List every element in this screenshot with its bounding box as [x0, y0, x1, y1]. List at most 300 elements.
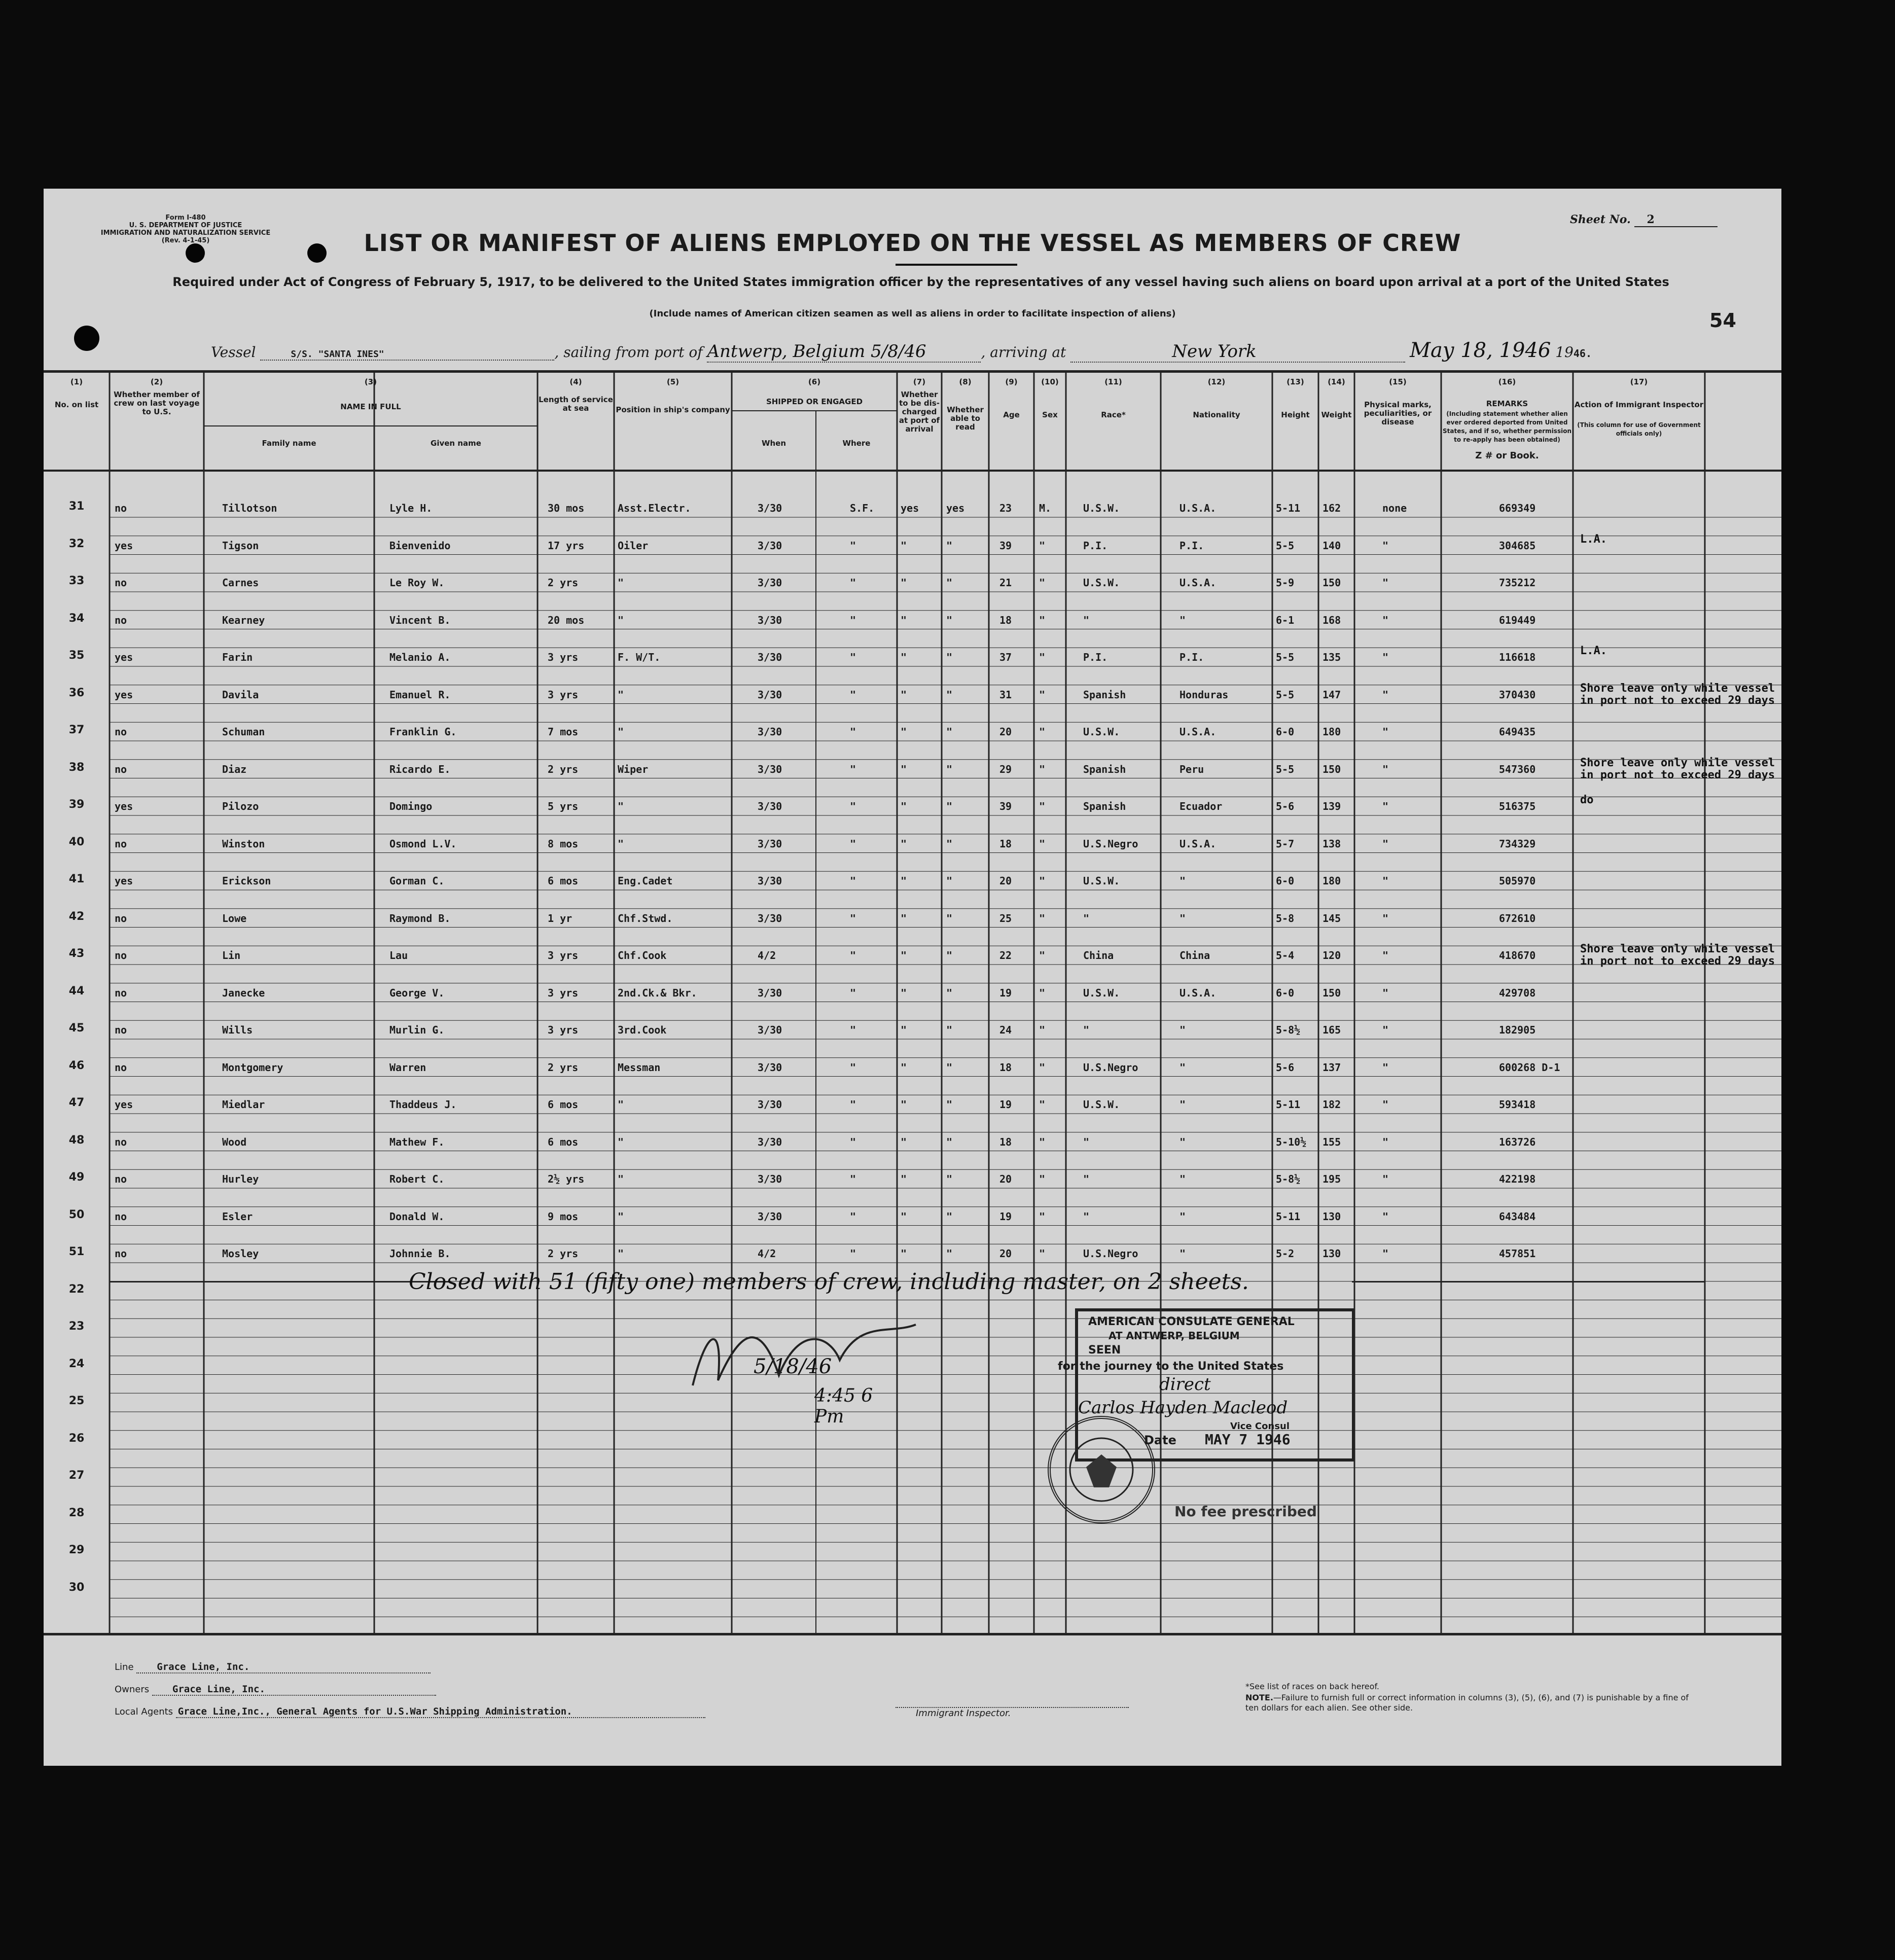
cell-position: "	[618, 688, 624, 701]
row-number: 35	[68, 649, 85, 662]
cell-height: 5-4	[1276, 949, 1295, 961]
cell-discharged: "	[901, 539, 907, 552]
cell-position: 3rd.Cook	[618, 1024, 667, 1036]
cell-where: "	[850, 614, 856, 626]
cell-action: Shore leave only while vessel in port not to exceed 29 days	[1580, 756, 1775, 781]
vessel-line	[211, 339, 1592, 363]
cell-position: Messman	[618, 1061, 661, 1074]
cell-discharged: "	[901, 614, 907, 626]
cell-remarks: 669349	[1499, 502, 1536, 514]
cell-remarks: 643484	[1499, 1210, 1536, 1223]
cell-race: "	[1083, 1135, 1090, 1148]
cell-nationality: Ecuador	[1179, 800, 1223, 812]
header-action: Action of Immigrant Inspector	[1574, 400, 1704, 409]
cell-marks: "	[1382, 837, 1389, 850]
cell-family: Wills	[222, 1024, 253, 1036]
cell-position: 2nd.Ck.& Bkr.	[618, 986, 697, 999]
cell-where: "	[850, 837, 856, 850]
cell-read: "	[946, 1098, 953, 1111]
cell-nationality: "	[1179, 1135, 1186, 1148]
sailing-label: , sailing from port of	[554, 344, 703, 361]
cell-read: yes	[946, 502, 965, 514]
cell-age: 37	[999, 651, 1012, 663]
cell-read: "	[946, 837, 953, 850]
cell-remarks: 505970	[1499, 875, 1536, 887]
cell-action: L.A.	[1580, 532, 1607, 546]
arriving-port: New York	[1070, 341, 1405, 363]
cell-nationality: "	[1179, 1248, 1186, 1260]
cell-height: 5-11	[1276, 1210, 1301, 1223]
cell-sex: "	[1039, 986, 1046, 999]
cell-family: Erickson	[222, 875, 271, 887]
column-number: (3)	[364, 377, 377, 386]
cell-remarks: 734329	[1499, 837, 1536, 850]
cell-position: Oiler	[618, 539, 649, 552]
cell-where: "	[850, 912, 856, 924]
cell-remarks: 516375	[1499, 800, 1536, 812]
cell-where: "	[850, 651, 856, 663]
empty-row-number: 22	[68, 1282, 85, 1296]
cell-position: Asst.Electr.	[618, 502, 691, 514]
cell-position: "	[618, 837, 624, 850]
cell-height: 5-2	[1276, 1248, 1295, 1260]
cell-read: "	[946, 1248, 953, 1260]
cell-weight: 155	[1322, 1135, 1341, 1148]
cell-marks: "	[1382, 577, 1389, 589]
cell-when: 3/30	[758, 577, 782, 589]
row-number: 51	[68, 1245, 85, 1258]
cell-where: S.F.	[850, 502, 875, 514]
cell-age: 20	[999, 726, 1012, 738]
cell-member: no	[115, 614, 127, 626]
cell-height: 6-0	[1276, 875, 1295, 887]
cell-when: 3/30	[758, 912, 782, 924]
cell-family: Carnes	[222, 577, 259, 589]
cell-sex: "	[1039, 577, 1046, 589]
cell-discharged: "	[901, 651, 907, 663]
cell-service: 3 yrs	[548, 986, 579, 999]
sheet-number-label: Sheet No.	[1570, 213, 1631, 226]
cell-age: 18	[999, 614, 1012, 626]
header-shipped-engaged: SHIPPED OR ENGAGED	[766, 397, 863, 406]
cell-height: 5-11	[1276, 1098, 1301, 1111]
note-text: —Failure to furnish full or correct information in columns (3), (5), (6), and (7) is punishable by a fine of ten dollars for each alien. See other side.	[1245, 1693, 1689, 1713]
owners-value: Grace Line, Inc.	[152, 1684, 436, 1696]
cell-discharged: "	[901, 1135, 907, 1148]
cell-remarks: 735212	[1499, 577, 1536, 589]
empty-row-number: 28	[68, 1506, 85, 1519]
cell-remarks: 619449	[1499, 614, 1536, 626]
row-number: 48	[68, 1133, 85, 1147]
cell-age: 18	[999, 1135, 1012, 1148]
cell-weight: 165	[1322, 1024, 1341, 1036]
cell-read: "	[946, 986, 953, 999]
cell-remarks: 649435	[1499, 726, 1536, 738]
column-number: (16)	[1498, 377, 1516, 386]
header-when: When	[761, 439, 786, 448]
cell-read: "	[946, 912, 953, 924]
cell-sex: "	[1039, 763, 1046, 775]
owners-label: Owners	[115, 1684, 150, 1695]
cell-weight: 135	[1322, 651, 1341, 663]
header-remarks-sub: (Including statement whether alien ever ordered deported from United States, and if so, whether permission to re-apply has been obtained)	[1442, 410, 1571, 443]
cell-family: Davila	[222, 688, 259, 701]
row-number: 32	[68, 537, 85, 550]
cell-when: 4/2	[758, 1248, 776, 1260]
header-age: Age	[1003, 410, 1020, 419]
page-title: LIST OR MANIFEST OF ALIENS EMPLOYED ON THE VESSEL AS MEMBERS OF CREW	[364, 229, 1461, 257]
cell-family: Schuman	[222, 726, 265, 738]
cell-race: "	[1083, 1024, 1090, 1036]
cell-service: 17 yrs	[548, 539, 585, 552]
cell-marks: "	[1382, 1098, 1389, 1111]
cell-where: "	[850, 577, 856, 589]
cell-service: 1 yr	[548, 912, 573, 924]
cell-given: Bienvenido	[389, 539, 451, 552]
cell-nationality: "	[1179, 614, 1186, 626]
cell-age: 20	[999, 1173, 1012, 1185]
row-number: 40	[68, 835, 85, 848]
cell-age: 25	[999, 912, 1012, 924]
cell-nationality: P.I.	[1179, 651, 1204, 663]
row-number: 31	[68, 500, 85, 513]
cell-family: Hurley	[222, 1173, 259, 1185]
cell-weight: 147	[1322, 688, 1341, 701]
form-number: Form I-480	[165, 214, 206, 222]
cell-nationality: "	[1179, 1098, 1186, 1111]
row-number: 41	[68, 873, 85, 885]
header-member-last-voyage: Whether member of crew on last voyage to U.S.	[114, 390, 200, 416]
cell-where: "	[850, 1024, 856, 1036]
cell-discharged: "	[901, 912, 907, 924]
cell-marks: "	[1382, 986, 1389, 999]
cell-family: Wood	[222, 1135, 247, 1148]
header-nationality: Nationality	[1193, 410, 1240, 419]
cell-age: 18	[999, 837, 1012, 850]
row-number: 42	[68, 910, 85, 923]
cell-position: Eng.Cadet	[618, 875, 673, 887]
cell-age: 19	[999, 986, 1012, 999]
cell-position: "	[618, 577, 624, 589]
vessel-name: S/S. "SANTA INES"	[260, 349, 554, 361]
requirement-text: Required under Act of Congress of February 5, 1917, to be delivered to the United States immigration officer by the representatives of any vessel having such aliens on board upon arrival at a port of the United States	[172, 275, 1669, 289]
header-race: Race*	[1101, 410, 1126, 419]
cell-given: Johnnie B.	[389, 1248, 451, 1260]
cell-nationality: U.S.A.	[1179, 577, 1217, 589]
cell-where: "	[850, 1248, 856, 1260]
column-number: (17)	[1630, 377, 1648, 386]
cell-member: no	[115, 1024, 127, 1036]
cell-when: 3/30	[758, 502, 782, 514]
punch-hole	[74, 326, 99, 351]
cell-member: yes	[115, 875, 133, 887]
cell-read: "	[946, 763, 953, 775]
cell-marks: "	[1382, 1061, 1389, 1074]
cell-member: no	[115, 577, 127, 589]
cell-member: no	[115, 837, 127, 850]
cell-where: "	[850, 1061, 856, 1074]
cell-marks: "	[1382, 539, 1389, 552]
cell-position: "	[618, 1135, 624, 1148]
cell-weight: 180	[1322, 726, 1341, 738]
cell-position: "	[618, 726, 624, 738]
cell-service: 5 yrs	[548, 800, 579, 812]
empty-row-number: 23	[68, 1320, 85, 1333]
cell-height: 5-8	[1276, 912, 1295, 924]
cell-race: U.S.W.	[1083, 986, 1120, 999]
cell-race: U.S.Negro	[1083, 1061, 1138, 1074]
cell-where: "	[850, 1135, 856, 1148]
cell-when: 4/2	[758, 949, 776, 961]
header-weight: Weight	[1321, 410, 1352, 419]
cell-race: U.S.Negro	[1083, 837, 1138, 850]
cell-height: 5-6	[1276, 800, 1295, 812]
cell-height: 5-5	[1276, 539, 1295, 552]
stamp-date-label: Date	[1144, 1433, 1176, 1447]
cell-when: 3/30	[758, 726, 782, 738]
column-number: (14)	[1328, 377, 1345, 386]
cell-age: 22	[999, 949, 1012, 961]
empty-row-number: 30	[68, 1581, 85, 1594]
cell-marks: "	[1382, 1024, 1389, 1036]
cell-service: 2 yrs	[548, 1248, 579, 1260]
cell-position: Chf.Cook	[618, 949, 667, 961]
cell-when: 3/30	[758, 539, 782, 552]
cell-remarks: 429708	[1499, 986, 1536, 999]
cell-race: U.S.W.	[1083, 1098, 1120, 1111]
note-label: NOTE.	[1245, 1693, 1273, 1702]
cell-marks: "	[1382, 763, 1389, 775]
cell-member: no	[115, 726, 127, 738]
cell-member: no	[115, 1248, 127, 1260]
cell-remarks: 182905	[1499, 1024, 1536, 1036]
cell-member: no	[115, 912, 127, 924]
cell-position: F. W/T.	[618, 651, 661, 663]
cell-remarks: 163726	[1499, 1135, 1536, 1148]
cell-discharged: "	[901, 726, 907, 738]
cell-read: "	[946, 539, 953, 552]
cell-sex: "	[1039, 800, 1046, 812]
cell-remarks: 672610	[1499, 912, 1536, 924]
cell-read: "	[946, 1061, 953, 1074]
column-number: (13)	[1286, 377, 1304, 386]
cell-weight: 137	[1322, 1061, 1341, 1074]
cell-family: Diaz	[222, 763, 247, 775]
header-action-sub: (This column for use of Government officials only)	[1577, 421, 1701, 437]
cell-nationality: "	[1179, 912, 1186, 924]
cell-when: 3/30	[758, 800, 782, 812]
empty-row-number: 29	[68, 1544, 85, 1556]
column-number: (2)	[150, 377, 163, 386]
cell-marks: "	[1382, 1210, 1389, 1223]
cell-where: "	[850, 949, 856, 961]
cell-read: "	[946, 1135, 953, 1148]
cell-read: "	[946, 688, 953, 701]
cell-read: "	[946, 726, 953, 738]
cell-read: "	[946, 800, 953, 812]
include-note: (Include names of American citizen seamen as well as aliens in order to facilitate inspection of aliens)	[649, 308, 1176, 319]
cell-when: 3/30	[758, 1173, 782, 1185]
cell-weight: 139	[1322, 800, 1341, 812]
cell-remarks: 600268 D-1	[1499, 1061, 1560, 1074]
cell-discharged: "	[901, 1173, 907, 1185]
department-name: U. S. DEPARTMENT OF JUSTICE	[129, 222, 242, 229]
cell-family: Pilozo	[222, 800, 259, 812]
cell-when: 3/30	[758, 875, 782, 887]
cell-given: Domingo	[389, 800, 433, 812]
stamp-route: direct	[1159, 1374, 1211, 1395]
cell-family: Tigson	[222, 539, 259, 552]
crew-table	[44, 370, 1781, 1635]
cell-remarks: 457851	[1499, 1248, 1536, 1260]
consul-title: Vice Consul	[1230, 1421, 1290, 1432]
cell-remarks: 418670	[1499, 949, 1536, 961]
cell-weight: 120	[1322, 949, 1341, 961]
cell-service: 9 mos	[548, 1210, 579, 1223]
cell-race: U.S.W.	[1083, 502, 1120, 514]
cell-position: "	[618, 614, 624, 626]
cell-height: 6-1	[1276, 614, 1295, 626]
arrival-date-handwritten: May 18, 1946	[1410, 339, 1551, 362]
cell-height: 5-5	[1276, 688, 1295, 701]
cell-given: Warren	[389, 1061, 426, 1074]
cell-position: Wiper	[618, 763, 649, 775]
column-number: (8)	[959, 377, 972, 386]
cell-nationality: China	[1179, 949, 1210, 961]
cell-marks: "	[1382, 800, 1389, 812]
fee-note: No fee prescribed	[1174, 1503, 1317, 1520]
cell-remarks: 370430	[1499, 688, 1536, 701]
cell-race: U.S.W.	[1083, 577, 1120, 589]
cell-read: "	[946, 1210, 953, 1223]
row-number: 47	[68, 1096, 85, 1109]
cell-sex: "	[1039, 1173, 1046, 1185]
cell-weight: 150	[1322, 763, 1341, 775]
cell-given: Emanuel R.	[389, 688, 451, 701]
cell-when: 3/30	[758, 688, 782, 701]
cell-weight: 162	[1322, 502, 1341, 514]
cell-position: "	[618, 1248, 624, 1260]
cell-nationality: Peru	[1179, 763, 1204, 775]
row-number: 44	[68, 984, 85, 997]
cell-where: "	[850, 726, 856, 738]
header-name-in-full: NAME IN FULL	[340, 402, 401, 411]
line-label: Line	[115, 1662, 134, 1672]
cell-read: "	[946, 1024, 953, 1036]
row-number: 36	[68, 686, 85, 699]
cell-given: Lau	[389, 949, 408, 961]
cell-family: Winston	[222, 837, 265, 850]
cell-read: "	[946, 577, 953, 589]
cell-service: 2 yrs	[548, 1061, 579, 1074]
header-position: Position in ship's company	[616, 405, 730, 414]
cell-where: "	[850, 539, 856, 552]
cell-race: Spanish	[1083, 763, 1126, 775]
cell-remarks: 547360	[1499, 763, 1536, 775]
cell-service: 3 yrs	[548, 949, 579, 961]
header-discharged: Whether to be dis-charged at port of arrival	[899, 390, 940, 434]
cell-race: "	[1083, 912, 1090, 924]
cell-sex: "	[1039, 912, 1046, 924]
footer-agents	[115, 1706, 705, 1718]
cell-sex: "	[1039, 1210, 1046, 1223]
cell-family: Mosley	[222, 1248, 259, 1260]
stamp-line-4: for the journey to the United States	[1058, 1360, 1284, 1373]
sheet-number	[1570, 213, 1718, 227]
cell-where: "	[850, 763, 856, 775]
cell-age: 31	[999, 688, 1012, 701]
cell-race: Spanish	[1083, 688, 1126, 701]
cell-sex: "	[1039, 949, 1046, 961]
cell-given: Franklin G.	[389, 726, 457, 738]
header-remarks-book: Z # or Book.	[1475, 450, 1539, 461]
cell-weight: 168	[1322, 614, 1341, 626]
cell-member: no	[115, 502, 127, 514]
cell-position: Chf.Stwd.	[618, 912, 673, 924]
cell-where: "	[850, 800, 856, 812]
cell-where: "	[850, 986, 856, 999]
cell-family: Lowe	[222, 912, 247, 924]
cell-service: 30 mos	[548, 502, 585, 514]
cell-race: U.S.W.	[1083, 726, 1120, 738]
cell-service: 20 mos	[548, 614, 585, 626]
column-number: (6)	[808, 377, 821, 386]
cell-weight: 195	[1322, 1173, 1341, 1185]
header-sex: Sex	[1042, 410, 1058, 419]
cell-height: 6-0	[1276, 726, 1295, 738]
cell-race: P.I.	[1083, 651, 1108, 663]
column-number: (10)	[1041, 377, 1059, 386]
column-number: (11)	[1104, 377, 1122, 386]
cell-service: 3 yrs	[548, 1024, 579, 1036]
cell-service: 2 yrs	[548, 763, 579, 775]
cell-marks: none	[1382, 502, 1407, 514]
cell-where: "	[850, 688, 856, 701]
arriving-label: , arriving at	[981, 344, 1066, 361]
cell-race: "	[1083, 1173, 1090, 1185]
sailing-port: Antwerp, Belgium 5/8/46	[707, 341, 981, 363]
cell-height: 5-5	[1276, 763, 1295, 775]
cell-given: Murlin G.	[389, 1024, 445, 1036]
cell-sex: M.	[1039, 502, 1052, 514]
cell-position: "	[618, 800, 624, 812]
page-number: 54	[1709, 309, 1736, 332]
vessel-label: Vessel	[211, 344, 256, 361]
cell-given: Lyle H.	[389, 502, 433, 514]
column-number: (12)	[1207, 377, 1226, 386]
footer-owners	[115, 1684, 436, 1696]
cell-height: 5-8½	[1276, 1024, 1301, 1036]
sheet-number-value: 2	[1634, 213, 1718, 227]
cell-sex: "	[1039, 1098, 1046, 1111]
cell-where: "	[850, 1098, 856, 1111]
cell-service: 2½ yrs	[548, 1173, 585, 1185]
line-value: Grace Line, Inc.	[136, 1661, 431, 1673]
cell-where: "	[850, 1173, 856, 1185]
cell-given: Osmond L.V.	[389, 837, 457, 850]
cell-nationality: "	[1179, 1173, 1186, 1185]
cell-height: 5-5	[1276, 651, 1295, 663]
cell-given: Mathew F.	[389, 1135, 445, 1148]
cell-nationality: Honduras	[1179, 688, 1229, 701]
races-note: *See list of races on back hereof.	[1245, 1682, 1379, 1691]
cell-discharged: "	[901, 1248, 907, 1260]
column-number: (4)	[569, 377, 582, 386]
header-able-to-read: Whether able to read	[947, 405, 984, 432]
cell-position: "	[618, 1173, 624, 1185]
cell-discharged: "	[901, 837, 907, 850]
cell-service: 2 yrs	[548, 577, 579, 589]
